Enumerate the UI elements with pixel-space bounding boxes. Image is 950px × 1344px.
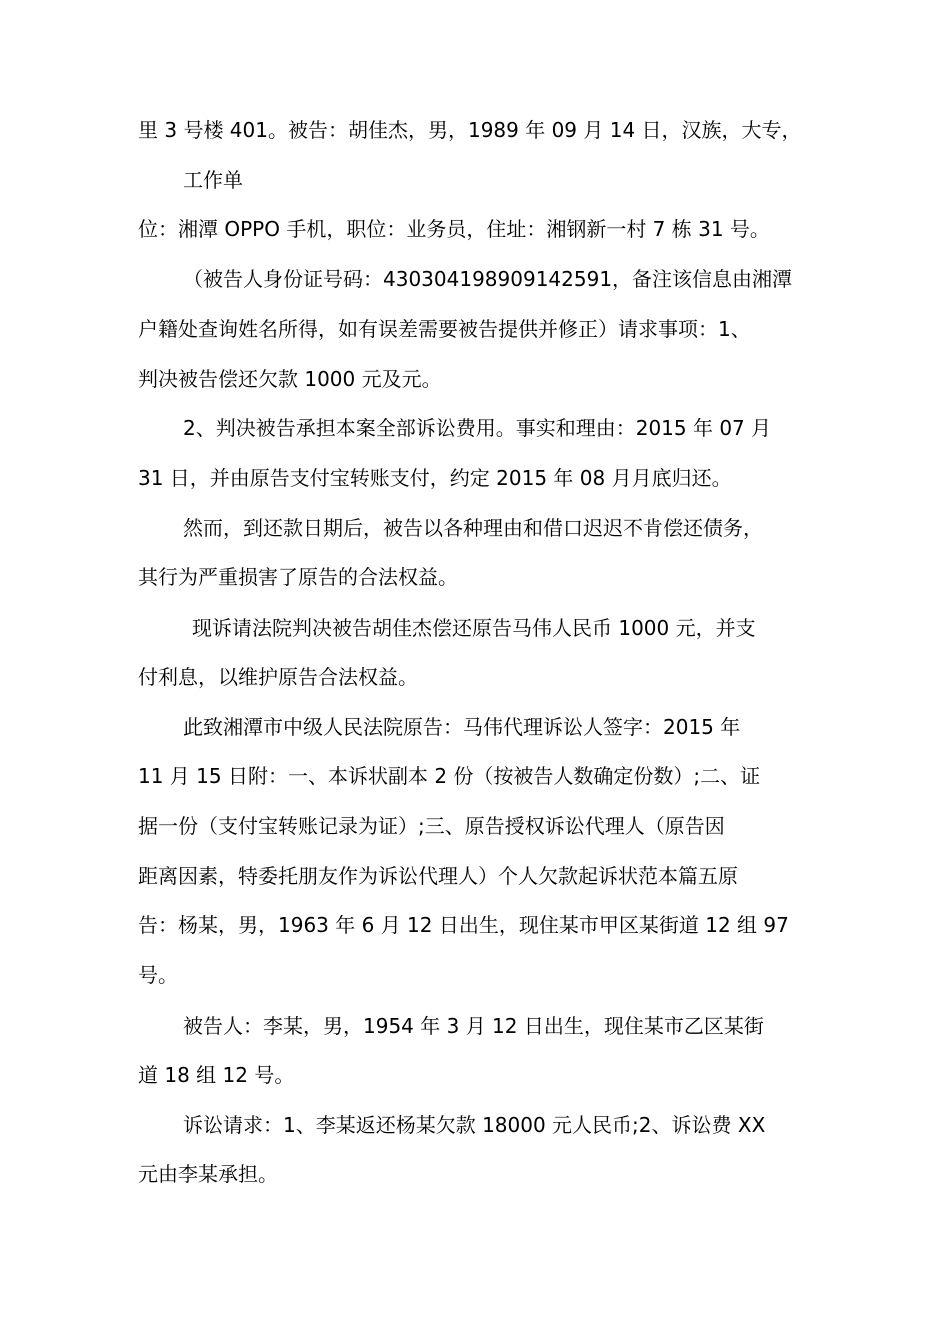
text-line-12: 付利息，以维护原告合法权益。 [138, 665, 418, 689]
text-line-2: 工作单 [183, 168, 243, 192]
text-line-11: 现诉请法院判决被告胡佳杰偿还原告马伟人民币 1000 元，并支 [192, 616, 756, 640]
text-line-20: 道 18 组 12 号。 [138, 1063, 295, 1087]
text-line-6: 判决被告偿还欠款 1000 元及元。 [138, 367, 442, 391]
text-line-21: 诉讼请求：1、李某返还杨某欠款 18000 元人民币;2、诉讼费 XX [183, 1113, 766, 1137]
text-line-18: 号。 [138, 963, 178, 987]
text-line-14: 11 月 15 日附：一、本诉状副本 2 份（按被告人数确定份数）;二、证 [138, 764, 761, 788]
text-line-19: 被告人：李某，男，1954 年 3 月 12 日出生，现住某市乙区某街 [183, 1014, 764, 1038]
text-line-17: 告：杨某，男，1963 年 6 月 12 日出生，现住某市甲区某街道 12 组 97 [138, 913, 789, 937]
text-line-4: （被告人身份证号码：430304198909142591，备注该信息由湘潭 [183, 267, 793, 291]
text-line-7: 2、判决被告承担本案全部诉讼费用。事实和理由：2015 年 07 月 [183, 416, 772, 440]
text-line-15: 据一份（支付宝转账记录为证）;三、原告授权诉讼代理人（原告因 [138, 814, 725, 838]
text-line-13: 此致湘潭市中级人民法院原告：马伟代理诉讼人签字：2015 年 [183, 715, 741, 739]
text-line-10: 其行为严重损害了原告的合法权益。 [138, 565, 458, 589]
text-line-16: 距离因素，特委托朋友作为诉讼代理人）个人欠款起诉状范本篇五原 [138, 864, 738, 888]
text-line-22: 元由李某承担。 [138, 1162, 278, 1186]
text-line-1: 里 3 号楼 401。被告：胡佳杰，男，1989 年 09 月 14 日，汉族，大专， [138, 118, 802, 142]
text-line-3: 位：湘潭 OPPO 手机，职位：业务员，住址：湘钢新一村 7 栋 31 号。 [138, 217, 770, 241]
text-line-9: 然而，到还款日期后，被告以各种理由和借口迟迟不肯偿还债务， [183, 516, 763, 540]
text-line-5: 户籍处查询姓名所得，如有误差需要被告提供并修正）请求事项：1、 [138, 317, 751, 341]
text-line-8: 31 日，并由原告支付宝转账支付，约定 2015 年 08 月月底归还。 [138, 466, 732, 490]
